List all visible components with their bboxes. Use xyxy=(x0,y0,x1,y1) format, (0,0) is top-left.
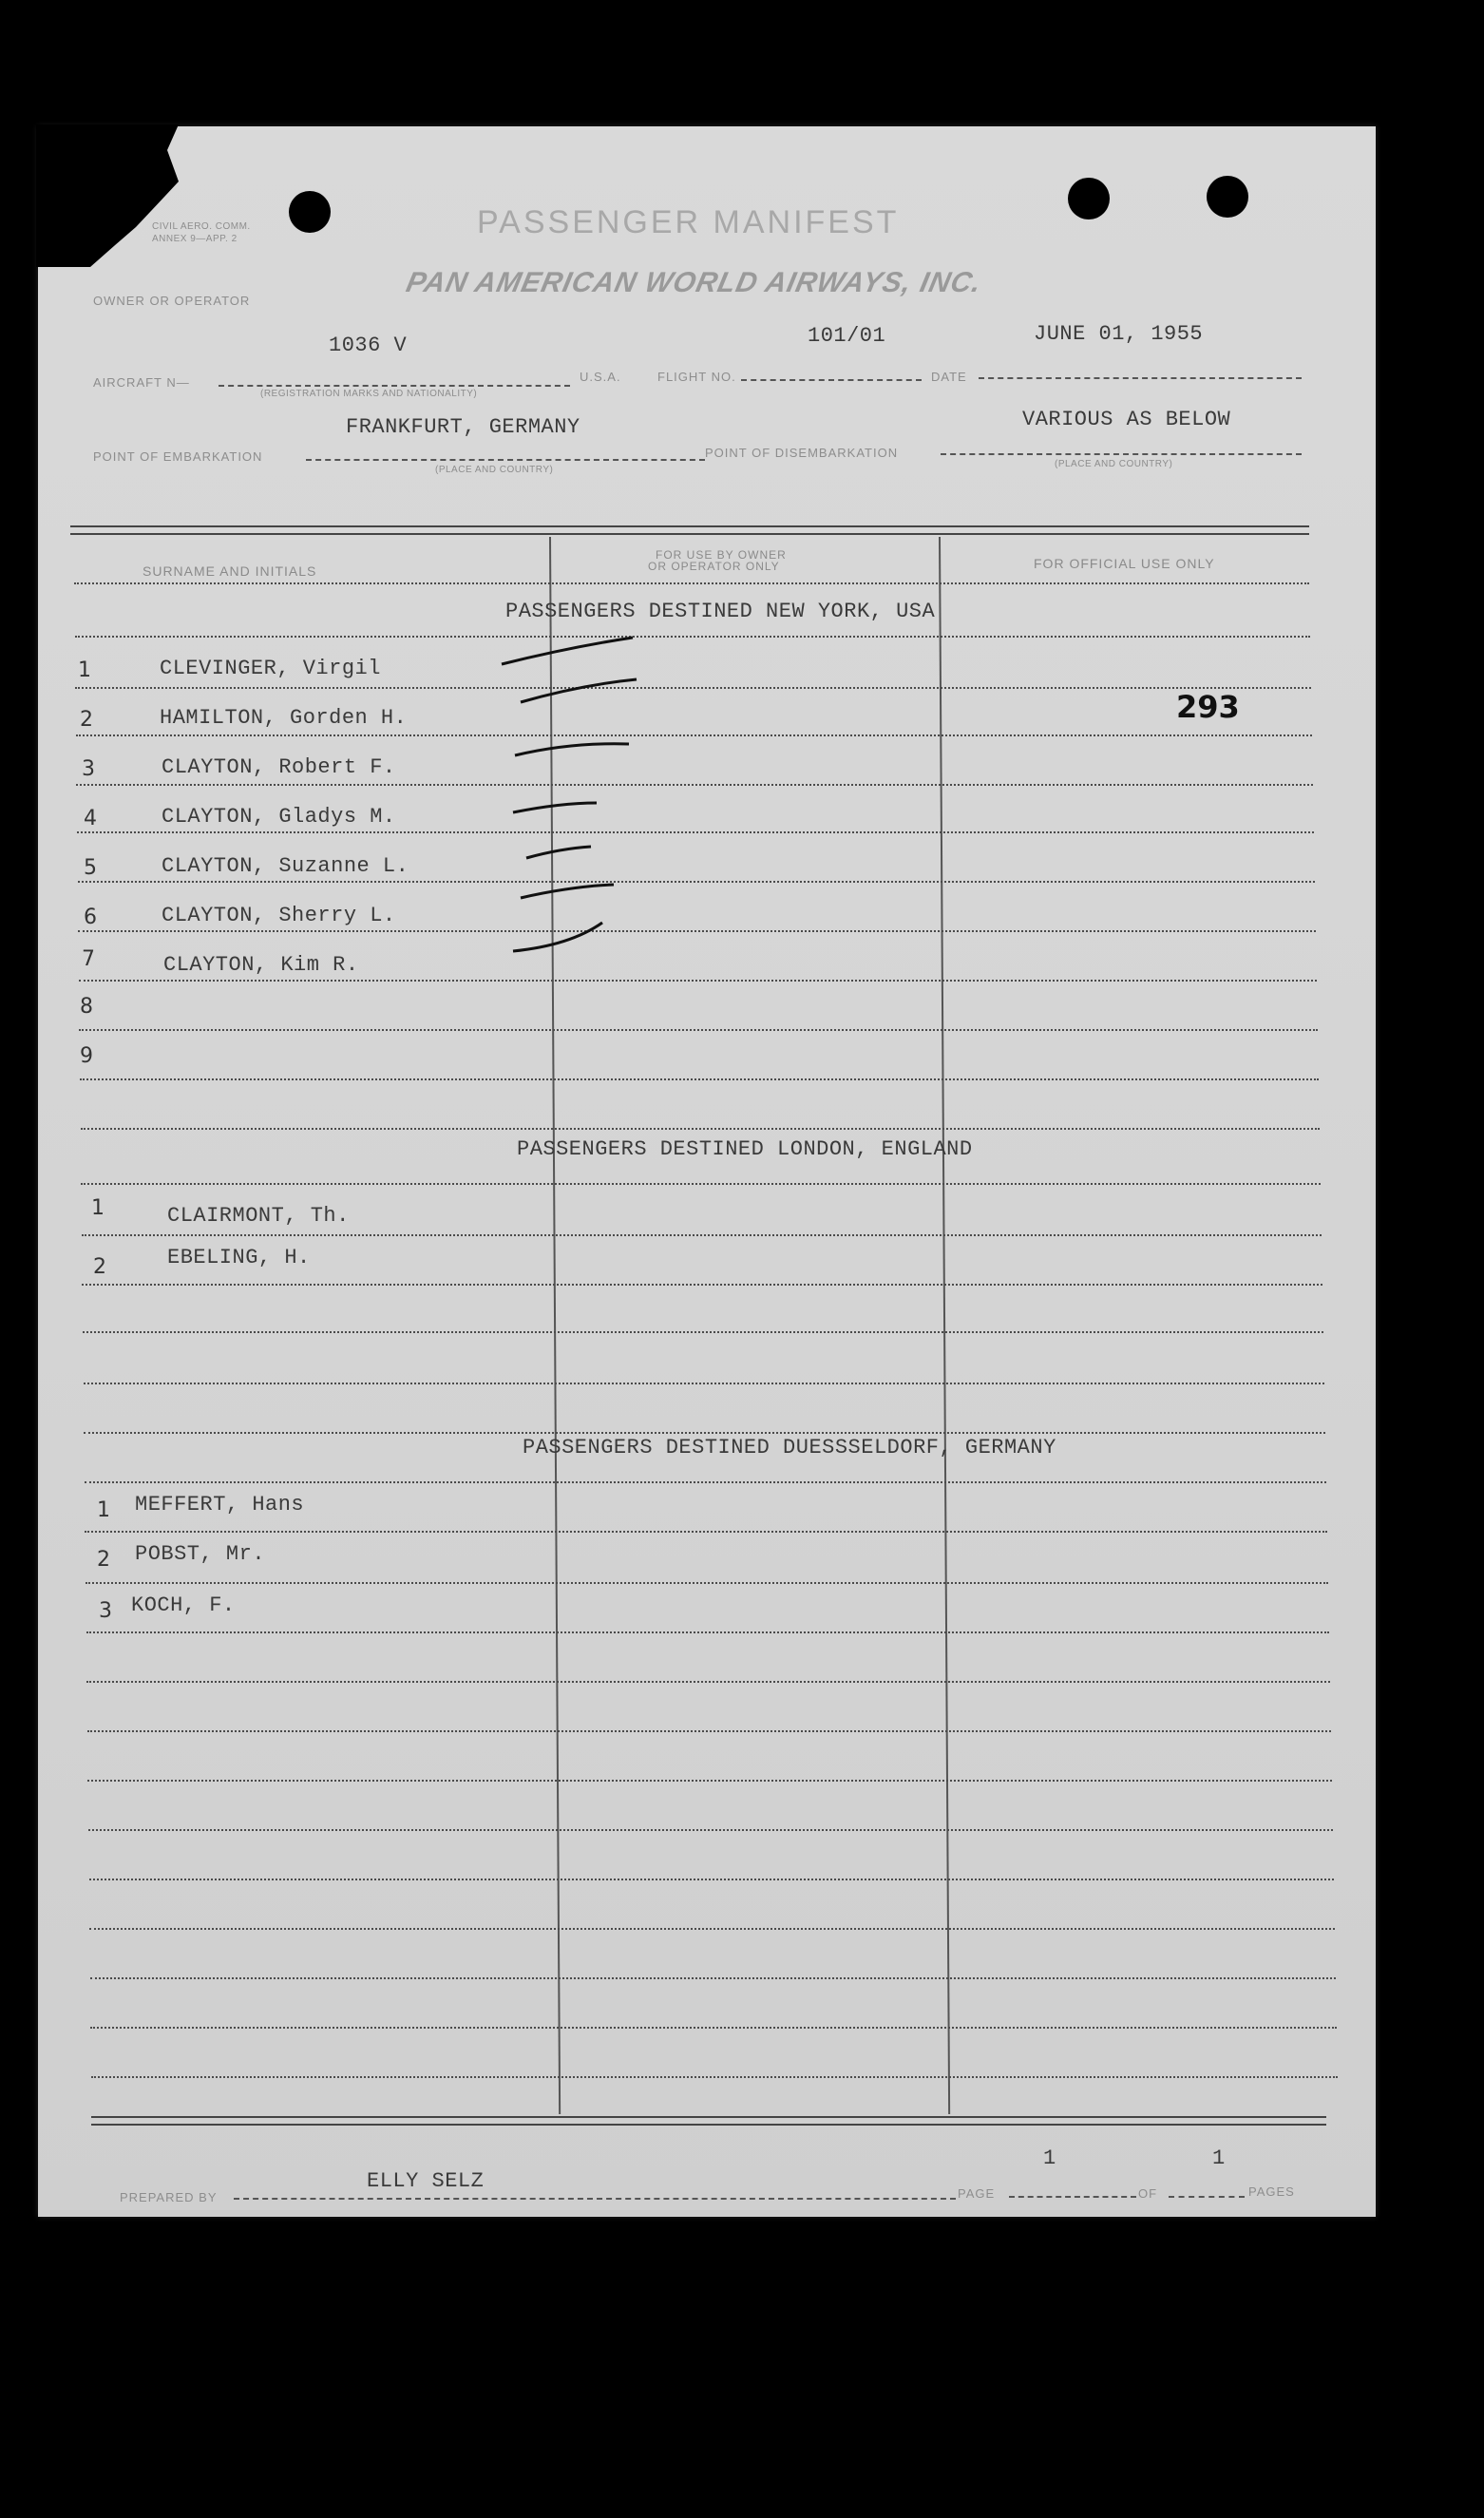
form-reference-2: ANNEX 9—APP. 2 xyxy=(152,234,238,244)
passenger-number: 7 xyxy=(82,947,95,971)
disembarkation-value: VARIOUS AS BELOW xyxy=(1022,408,1231,431)
flight-value: 101/01 xyxy=(808,324,886,348)
footer-rule xyxy=(91,2116,1326,2118)
passenger-name: CLAYTON, Robert F. xyxy=(162,755,396,779)
page-value: 1 xyxy=(1043,2146,1056,2170)
aircraft-value: 1036 V xyxy=(329,334,408,357)
checkmark xyxy=(521,885,614,898)
form-title: PASSENGER MANIFEST xyxy=(477,204,900,240)
of-value: 1 xyxy=(1212,2146,1226,2170)
passenger-name: CLAYTON, Suzanne L. xyxy=(162,854,409,878)
checkmark xyxy=(513,803,597,812)
passenger-name: CLAIRMONT, Th. xyxy=(167,1204,350,1228)
passenger-name: EBELING, H. xyxy=(167,1246,311,1269)
passenger-number: 8 xyxy=(80,995,93,1019)
passenger-name: MEFFERT, Hans xyxy=(135,1493,305,1517)
registration-caption: (REGISTRATION MARKS AND NATIONALITY) xyxy=(260,389,478,399)
date-value: JUNE 01, 1955 xyxy=(1034,322,1204,346)
passenger-name: CLEVINGER, Virgil xyxy=(160,657,381,680)
passenger-name: HAMILTON, Gorden H. xyxy=(160,706,408,730)
owner-column-header-1: FOR USE BY OWNER xyxy=(656,548,787,562)
passenger-number: 6 xyxy=(84,906,97,929)
passenger-number: 1 xyxy=(78,658,91,682)
passenger-number: 1 xyxy=(97,1498,110,1522)
date-label: DATE xyxy=(931,370,967,384)
checkmark-group xyxy=(38,126,1376,2217)
owner-label: OWNER OR OPERATOR xyxy=(93,294,251,308)
page-line xyxy=(1009,2196,1136,2198)
checkmark xyxy=(515,744,629,755)
prepared-by-label: PREPARED BY xyxy=(120,2190,218,2204)
passenger-number: 5 xyxy=(84,856,97,880)
official-stamp-number: 293 xyxy=(1176,689,1240,725)
usa-label: U.S.A. xyxy=(580,370,621,384)
embarkation-value: FRANKFURT, GERMANY xyxy=(346,415,580,439)
passenger-name: CLAYTON, Kim R. xyxy=(163,953,359,977)
passenger-number: 4 xyxy=(84,807,97,830)
section-heading: PASSENGERS DESTINED DUESSSELDORF, GERMANY xyxy=(523,1436,1056,1459)
embarkation-label: POINT OF EMBARKATION xyxy=(93,449,263,464)
aircraft-label: AIRCRAFT N— xyxy=(93,375,190,390)
passenger-number: 3 xyxy=(99,1599,112,1623)
prepared-by-value: ELLY SELZ xyxy=(367,2169,485,2193)
of-label: OF xyxy=(1138,2186,1158,2201)
surname-column-header: SURNAME AND INITIALS xyxy=(143,563,317,579)
prepared-by-line xyxy=(234,2198,956,2200)
disembarkation-label: POINT OF DISEMBARKATION xyxy=(705,446,899,460)
embarkation-caption: (PLACE AND COUNTRY) xyxy=(435,465,554,475)
owner-column-header-2: OR OPERATOR ONLY xyxy=(648,560,780,573)
section-heading: PASSENGERS DESTINED LONDON, ENGLAND xyxy=(517,1137,973,1161)
passenger-name: KOCH, F. xyxy=(131,1593,236,1617)
owner-name: PAN AMERICAN WORLD AIRWAYS, INC. xyxy=(403,267,985,298)
passenger-number: 2 xyxy=(93,1255,106,1279)
checkmark xyxy=(526,847,591,858)
checkmark xyxy=(502,638,633,664)
footer-rule xyxy=(91,2124,1326,2126)
page-label: PAGE xyxy=(958,2186,996,2201)
manifest-sheet xyxy=(38,126,1376,2217)
official-column-header: FOR OFFICIAL USE ONLY xyxy=(1034,556,1215,571)
section-heading: PASSENGERS DESTINED NEW YORK, USA xyxy=(505,600,936,623)
of-line xyxy=(1169,2196,1245,2198)
passenger-number: 2 xyxy=(80,708,93,732)
passenger-name: CLAYTON, Gladys M. xyxy=(162,805,396,829)
flight-label: FLIGHT NO. xyxy=(657,370,736,384)
passenger-name: POBST, Mr. xyxy=(135,1542,266,1566)
passenger-number: 1 xyxy=(91,1196,105,1220)
disembarkation-caption: (PLACE AND COUNTRY) xyxy=(1055,459,1173,469)
checkmark xyxy=(513,923,602,951)
passenger-number: 2 xyxy=(97,1548,110,1572)
passenger-number: 9 xyxy=(80,1044,93,1068)
pages-label: PAGES xyxy=(1248,2184,1295,2199)
passenger-name: CLAYTON, Sherry L. xyxy=(162,904,396,927)
form-reference-1: CIVIL AERO. COMM. xyxy=(152,221,251,232)
checkmark xyxy=(521,679,637,702)
passenger-number: 3 xyxy=(82,757,95,781)
